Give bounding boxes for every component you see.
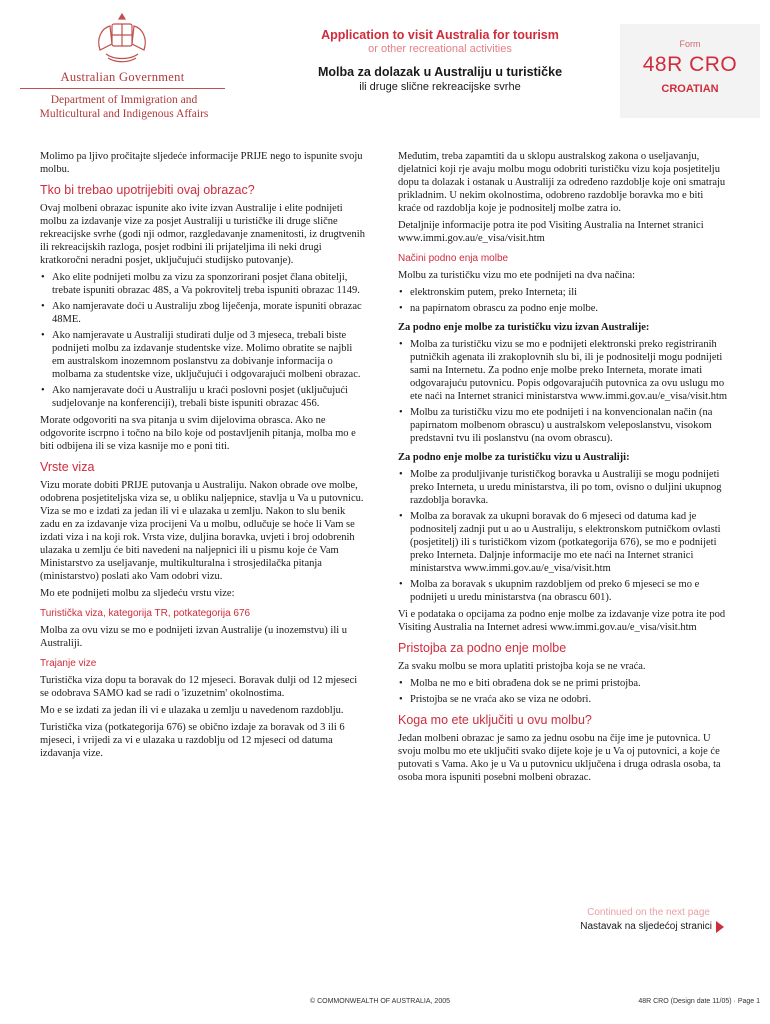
list-item: • Molba za boravak za ukupni boravak do 6 mjeseci od datuma kad je podnositelj zadnji put u ao u Australiju, s elektronskom putničkom ovlasti (posjetitelj) ili s turističkom vizom (potkategorija 676), se mo e podnijeti preko Interneta. Daljnje informacije mo ete naći na Internet stranici ministarstva www.immi.gov.au/e_visa/visit.htm [398, 510, 728, 575]
list-item: • Molbe za produljivanje turističkog boravka u Australiji se mogu podnijeti preko Interneta, u uredu ministarstva, ili po tom, ovisno o duljini ukupnog razdoblja boravka. [398, 468, 728, 507]
subsection-visa-duration: Trajanje vize [40, 658, 97, 669]
list-item: • Molbu za turističku vizu mo ete podnijeti i na konvencionalan način (na papirnatom molbenom obrascu) u australskom veleposlanstvu, visokom predstavni tvu ili poslanstvu (na ovom obrascu). [398, 406, 728, 445]
title-english-2: or other recreational activities [368, 43, 512, 55]
right-column [398, 150, 728, 788]
section-who-to-include: Koga mo ete uključiti u ovu molbu? [398, 713, 592, 727]
paragraph-lodgement: Molbu za turističku vizu mo ete podnijeti na dva načina: [398, 270, 636, 281]
form-language: CROATIAN [661, 83, 719, 95]
list-item: • Molba za boravak s ukupnim razdobljem od preko 6 mjeseci se mo e podnijeti u uredu ministarstva (na obrascu 601). [398, 578, 728, 604]
list-item: • Ako elite podnijeti molbu za vizu za sponzorirani posjet člana obitelji, trebate ispuniti obrazac 48S, a Va pokrovitelj treba ispuniti obrazac 1149. [40, 271, 365, 297]
left-column [40, 150, 365, 764]
form-number-box [620, 24, 760, 118]
paragraph-visa-type-intro: Mo ete podnijeti molbu za sljedeću vrstu vize: [40, 588, 235, 599]
form-label: Form [679, 39, 701, 49]
section-application-fee: Pristojba za podno enje molbe [398, 641, 567, 655]
paragraph-duration-3: Turistička viza (potkategorija 676) se obično izdaje za boravak od 3 ili 6 mjeseci, i vrijedi za vi e ulazaka u razdoblju od 12 mjeseci od datuma izdavanja vize. [40, 722, 345, 759]
paragraph-answer-all: Morate odgovoriti na sva pitanja u svim dijelovima obrasca. Ako ne odgovorite iscrpno i točno na bilo koje od postavljenih pitanja, molba mo e biti odbijena ili se viza kasnije mo e poni titi. [40, 415, 356, 452]
intro-text: Molimo pa ljivo pročitajte sljedeće informacije PRIJE nego to ispunite svoju molbu. [40, 151, 363, 175]
list-item: • Ako namjeravate doći u Australiju zbog liječenja, morate ispuniti obrazac 48ME. [40, 300, 365, 326]
department-line-1: Department of Immigration and [50, 94, 198, 106]
heading-outside-australia: Za podno enje molbe za turističku vizu izvan Australije: [398, 322, 650, 333]
list-lodgement [398, 286, 728, 315]
header-divider [20, 88, 225, 89]
paragraph-duration-2: Mo e se izdati za jedan ili vi e ulazaka u zemlju u navedenom razdoblju. [40, 705, 344, 716]
list-item: • Pristojba se ne vraća ako se viza ne odobri. [398, 693, 728, 706]
paragraph-include: Jedan molbeni obrazac je samo za jednu osobu na čije ime je putovnica. U svoju molbu mo ete uključiti svako dijete koje je u Va oj putovnici, a koje će putovati s Vama. Ako je u Va u putovnicu uključena i druga odrasla osoba, ta osoba mora ispuniti posebni molbeni obrazac. [398, 733, 721, 783]
subsection-tourist-visa: Turistička viza, kategorija TR, potkategorija 676 [40, 608, 251, 619]
list-item: • na papirnatom obrascu za podno enje molbe. [398, 302, 728, 315]
list-item: • Molba ne mo e biti obrađena dok se ne primi pristojba. [398, 677, 728, 690]
department-name [18, 93, 230, 121]
page-info: 48R CRO (Design date 11/05) · Page 1 [638, 998, 760, 1005]
section-visa-types: Vrste viza [40, 460, 95, 474]
copyright: © COMMONWEALTH OF AUSTRALIA, 2005 [310, 998, 450, 1005]
form-number: 48R CRO [642, 53, 738, 76]
title-croatian-2: ili druge slične rekreacijske svrhe [359, 81, 521, 93]
heading-in-australia: Za podno enje molbe za turističku vizu u Australiji: [398, 452, 630, 463]
list-item: • elektronskim putem, preko Interneta; ili [398, 286, 728, 299]
paragraph-duration-1: Turistička viza dopu ta boravak do 12 mjeseci. Boravak dulji od 12 mjeseci se odobrava SAMO kad se radi o 'izuzetnim' okolnostima. [40, 675, 358, 699]
paragraph-fee: Za svaku molbu se mora uplatiti pristojba koja se ne vraća. [398, 661, 646, 672]
paragraph-more-info: Vi e podataka o opcijama za podno enje molbe za izdavanje vize potra ite pod Visiting Australia na Internet adresi www.immi.gov.au/e_visa/visit.htm [398, 609, 726, 633]
section-who-should-use: Tko bi trebao upotrijebiti ovaj obrazac? [40, 183, 255, 197]
paragraph-visa-types: Vizu morate dobiti PRIJE putovanja u Australiju. Nakon obrade ove molbe, odobrena posjetiteljska viza se, u obliku naljepnice, stavlja u Va u putovnicu. Viza se mo e izdati za jedan ili vi e ulazaka u zemlju. Nakon to slu benik zadu en za izdavanje viza procijeni Va u molbu, odlučuje se hoće li Vam se izdati viza i na koji rok. Vrsta vize, duljina boravka, uvjeti i broj odobrenih ulazaka u zemlju će biti navedeni na naljepnici ili u pismu koje će Vam Ministarstvo za useljavanje, multikulturalna i strosjedilačka pitanja (ministarstvo) poslati ako Vam odobri vizu. [40, 480, 364, 582]
coat-of-arms-icon [92, 10, 152, 68]
list-item: • Molba za turističku vizu se mo e podnijeti elektronski preko registriranih putničkih agenata ili zrakoplovnih slu bi, ili je podnositelji mogu podnijeti sami na Internetu. Za podno enje molbe preko Interneta, morate imati odgovarajuću putovnicu. Popis odgovarajućih putovnica za ovu uslugu mo ete naći na Internet stranici ministarstva www.immi.gov.au/e_visa/visit.htm [398, 338, 728, 403]
subsection-lodgement-methods: Načini podno enja molbe [398, 253, 509, 264]
document-title [300, 28, 580, 93]
department-line-2: Multicultural and Indigenous Affairs [39, 108, 209, 120]
paragraph-law: Međutim, treba zapamtiti da u sklopu australskog zakona o useljavanju, djelatnici koji rje avaju molbu mogu odobriti turističku vizu koja posjetitelju dopu ta dolazak i ostanak u Australiji za određeno razdoblje koje oni smatraju prikladnim. U nekim okolnostima, odobreno razdoblje boravka mo e biti kraće od razdoblja koje je podnositelj molbe zatra io. [398, 151, 726, 214]
list-item: • Ako namjeravate u Australiji studirati dulje od 3 mjeseca, trebali biste podnijeti molbu za izdavanje studentske vize. Molimo obratite se najbli em australskom inozemnom poslanstvu za dobivanje informacija o molbama za studentske vize, uključujući i odgovarajući molbeni obrazac. [40, 329, 365, 381]
paragraph-tourist-visa: Molba za ovu vizu se mo e podnijeti izvan Australije (u inozemstvu) ili u Australiji. [40, 625, 348, 649]
paragraph-who-should-use: Ovaj molbeni obrazac ispunite ako ivite izvan Australije i elite podnijeti molbu za izdavanje vize za posjet Australiji u turističke ili druge slične rekreacijske svrhe (godi nji odmor, razgledavanje znamenitosti, iz drugtvenih ili rekreacijskih razloga, posjet rodbini ili prijateljima ili neki drugi kratkoročni neradni posjet, uključujući studijsko putovanje). [40, 203, 365, 266]
continued-note: Continued on the next page [587, 907, 710, 918]
list-other-forms [40, 271, 365, 410]
next-page-note: Nastavak na sljedećoj stranici [580, 921, 712, 932]
title-english-1: Application to visit Australia for tourism [321, 28, 559, 42]
paragraph-details: Detaljnije informacije potra ite pod Visiting Australia na Internet stranici www.immi.gov.au/e_visa/visit.htm [398, 220, 704, 244]
government-title: Australian Government [60, 70, 185, 84]
title-croatian-1: Molba za dolazak u Australiju u turističke [317, 65, 563, 79]
list-outside-australia [398, 338, 728, 445]
list-fee [398, 677, 728, 706]
triangle-right-icon [716, 921, 724, 933]
list-item: • Ako namjeravate doći u Australiju u kraći poslovni posjet (uključujući sudjelovanje na konferenciji), trebali biste ispuniti obrazac 456. [40, 384, 365, 410]
list-in-australia [398, 468, 728, 604]
